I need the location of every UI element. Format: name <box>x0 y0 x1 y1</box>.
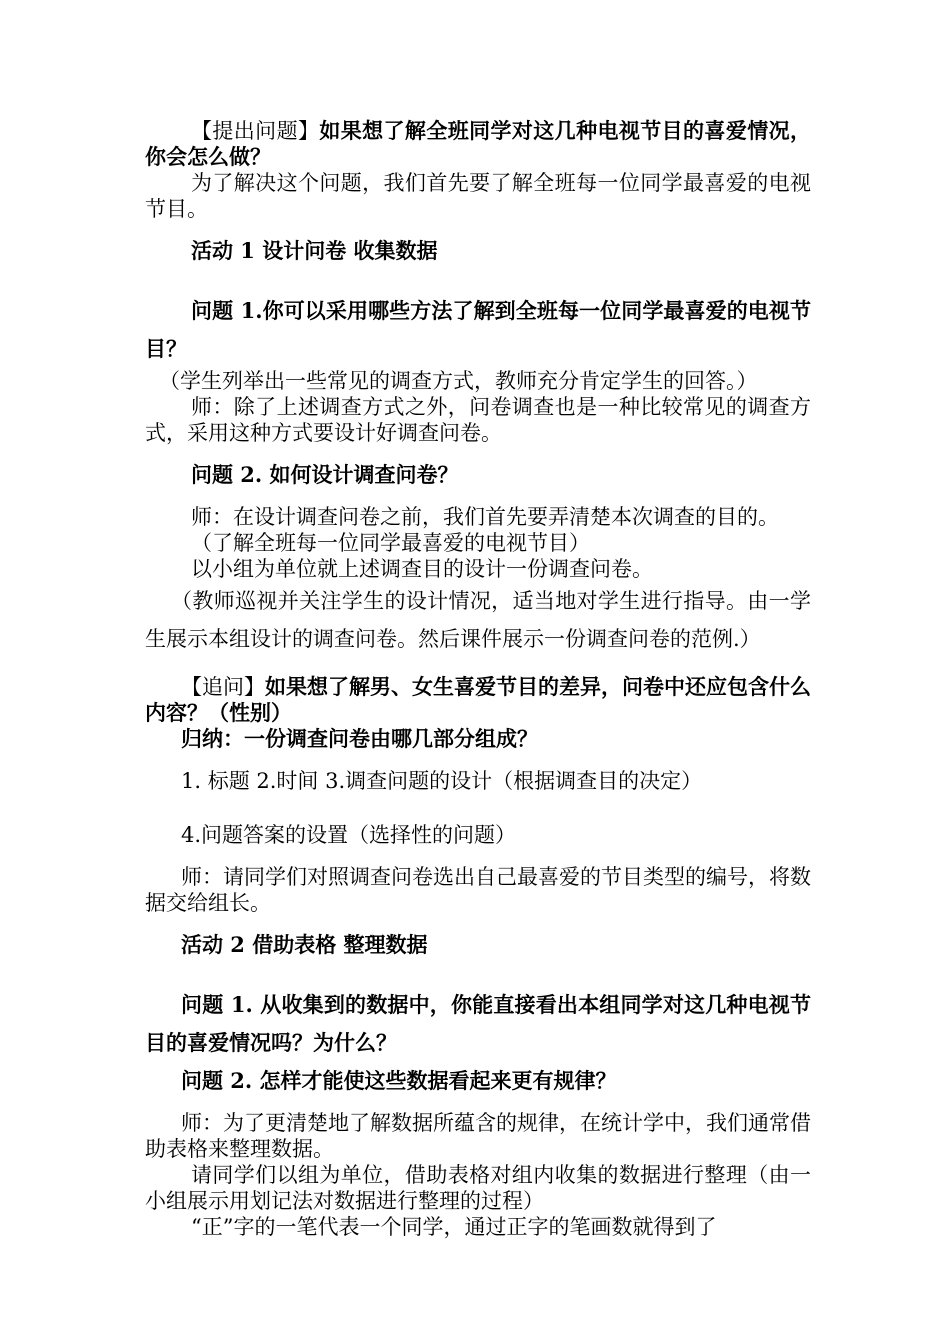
group-task: 以小组为单位就上述调查目的设计一份调查问卷。 <box>191 557 653 581</box>
group-organize-task: 请同学们以组为单位，借助表格对组内收集的数据进行整理（由一小组展示用划记法对数据进行整理的过程） <box>145 1163 811 1213</box>
activity-2-question-2: 问题 2. 怎样才能使这些数据看起来更有规律？ <box>181 1068 617 1093</box>
activity-1-heading: 活动 1 设计问卷 收集数据 <box>191 238 438 263</box>
question-prompt <box>145 118 811 170</box>
document-page <box>145 118 811 1240</box>
questionnaire-parts-2: 4.问题答案的设置（选择性的问题） <box>181 823 517 847</box>
survey-purpose-note: （了解全班每一位同学最喜爱的电视节目） <box>191 531 590 555</box>
summary-question: 归纳：一份调查问卷由哪几部分组成？ <box>181 726 538 751</box>
activity-1-question-2: 问题 2. 如何设计调查问卷？ <box>191 462 459 487</box>
teacher-guidance-note: （教师巡视并关注学生的设计情况，适当地对学生进行指导。由一学生展示本组设计的调查问卷。然后课件展示一份调查问卷的范例.） <box>145 589 811 651</box>
activity-2-heading: 活动 2 借助表格 整理数据 <box>181 932 428 957</box>
teacher-remark-3: 师：为了更清楚地了解数据所蕴含的规律，在统计学中，我们通常借助表格来整理数据。 <box>145 1111 811 1161</box>
tally-explanation: “正”字的一笔代表一个同学，通过正字的笔画数就得到了 <box>191 1215 717 1239</box>
teacher-remark-1: 师：除了上述调查方式之外，问卷调查也是一种比较常见的调查方式，采用这种方式要设计好调查问卷。 <box>145 395 811 445</box>
follow-up-text: 如果想了解男、女生喜爱节目的差异，问卷中还应包含什么内容？（性别） <box>145 674 811 725</box>
activity-1-question-1: 问题 1.你可以采用哪些方法了解到全班每一位同学最喜爱的电视节目？ <box>145 298 811 361</box>
questionnaire-parts-1: 1. 标题 2.时间 3.调查问题的设计（根据调查目的决定） <box>181 769 703 793</box>
follow-up-bracket-label: 【追问】 <box>181 675 265 699</box>
prompt-bracket-label: 【提出问题】 <box>191 119 320 143</box>
paragraph-intro: 为了解决这个问题，我们首先要了解全班每一位同学最喜爱的电视节目。 <box>145 171 811 221</box>
prompt-text: 如果想了解全班同学对这几种电视节目的喜爱情况，你会怎么做？ <box>145 118 812 169</box>
activity-2-question-1: 问题 1. 从收集到的数据中，你能直接看出本组同学对这几种电视节目的喜爱情况吗？为什么？ <box>145 992 811 1055</box>
student-response-note: （学生列举出一些常见的调查方式，教师充分肯定学生的回答。） <box>159 369 758 393</box>
teacher-remark-2: 师：在设计调查问卷之前，我们首先要弄清楚本次调查的目的。 <box>191 505 779 529</box>
teacher-instruction: 师：请同学们对照调查问卷选出自己最喜爱的节目类型的编号，将数据交给组长。 <box>145 865 811 915</box>
follow-up-question <box>145 674 811 726</box>
